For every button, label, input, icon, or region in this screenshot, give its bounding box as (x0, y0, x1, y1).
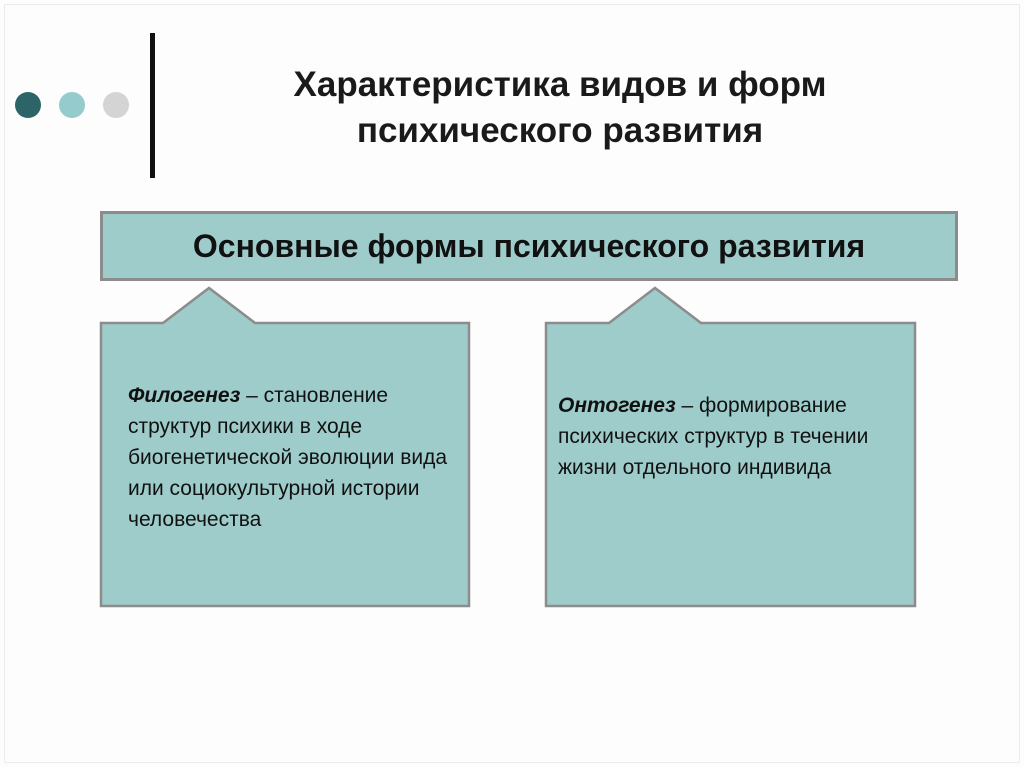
phylogenesis-text (128, 380, 458, 535)
ontogenesis-definition: – формирование психических структур в течении жизни отдельного индивида (558, 394, 869, 479)
main-forms-label: Основные формы психического развития (192, 227, 866, 264)
slide-title: Характеристика видов и форм психического развития (293, 65, 827, 150)
ontogenesis-term: Онтогенез (558, 394, 676, 417)
phylogenesis-term: Филогенез (128, 384, 241, 407)
ontogenesis-text (558, 390, 898, 483)
phylogenesis-definition: – становление структур психики в ходе биогенетической эволюции вида или социокультурной истории человечества (128, 384, 448, 531)
